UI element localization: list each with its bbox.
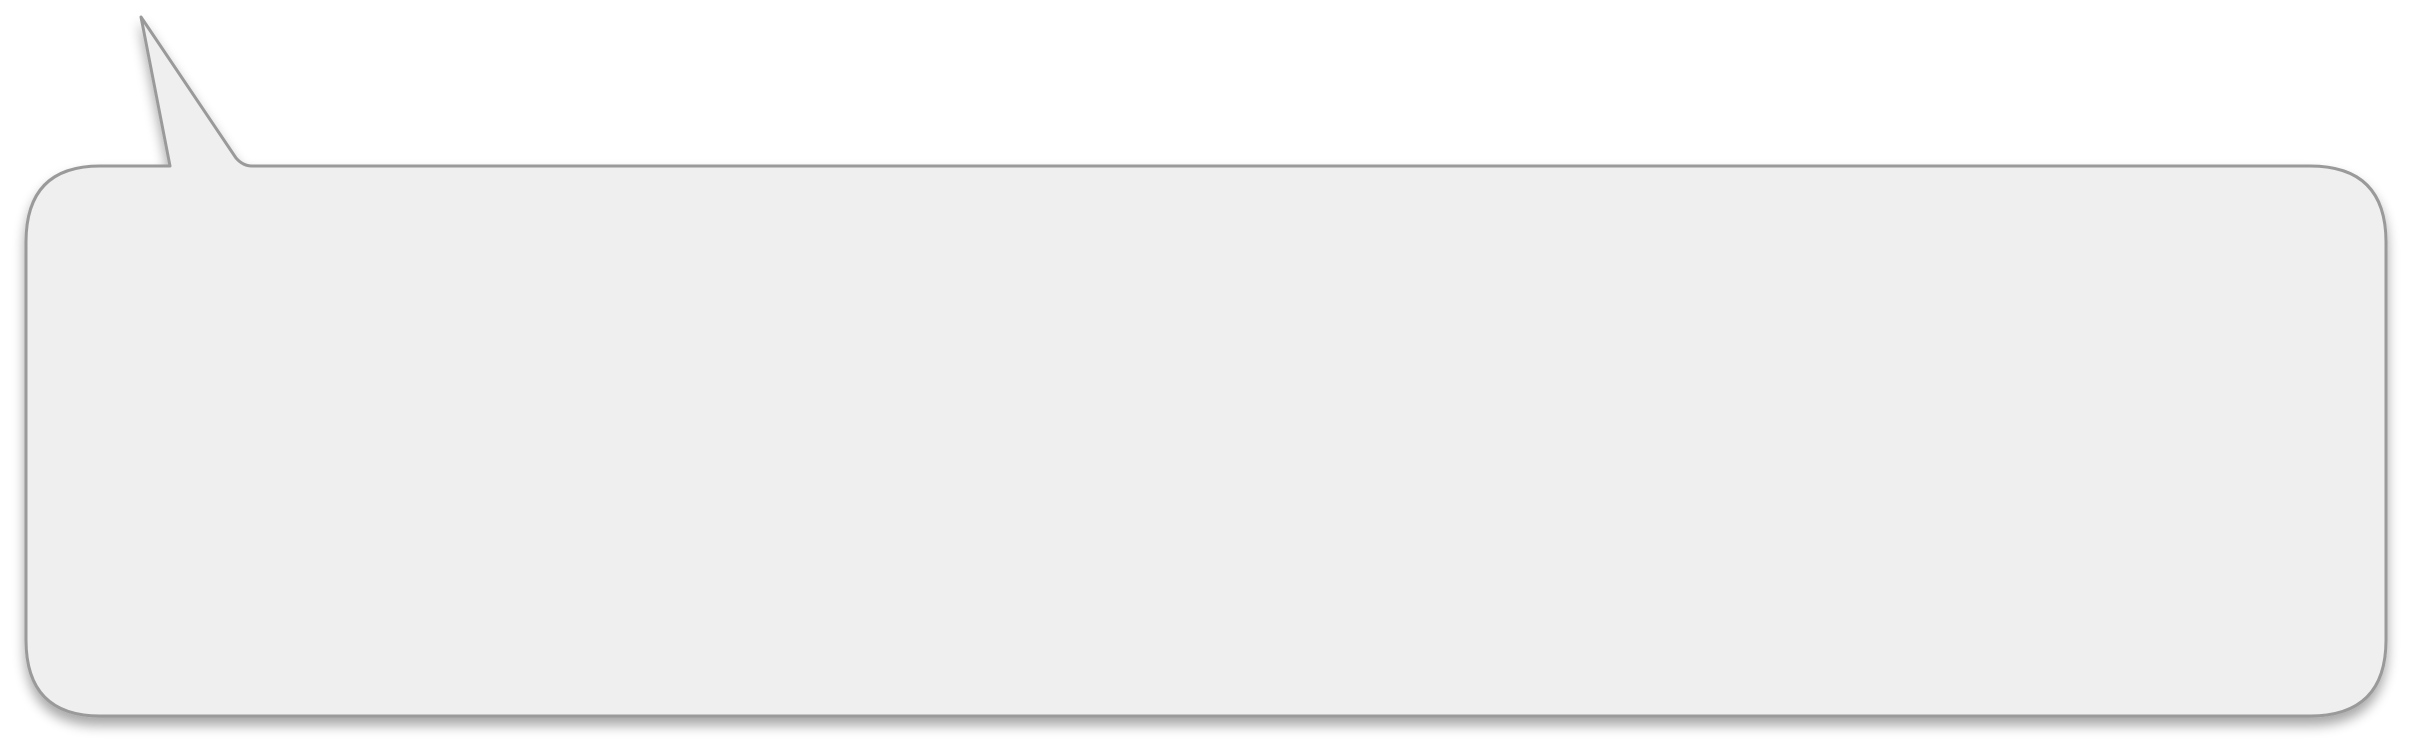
speech-bubble-text	[70, 200, 2340, 680]
